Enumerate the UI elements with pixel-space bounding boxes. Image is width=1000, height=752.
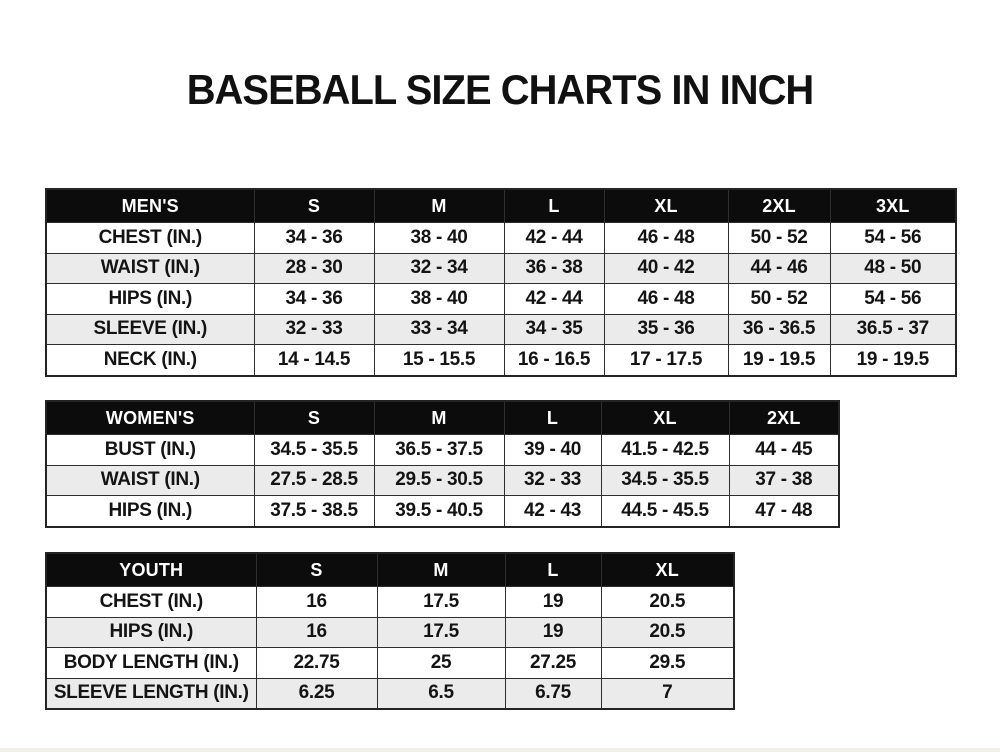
value-cell: 50 - 52	[728, 223, 830, 254]
table-row	[46, 314, 956, 345]
value-cell: 50 - 52	[728, 284, 830, 315]
table-row	[46, 284, 956, 315]
value-cell: 19	[505, 617, 601, 648]
value-cell: 25	[377, 648, 505, 679]
value-cell: 27.5 - 28.5	[254, 465, 374, 496]
measure-label-cell: NECK (IN.)	[46, 345, 254, 376]
value-cell: 44 - 46	[728, 253, 830, 284]
youth-size-header: L	[505, 553, 601, 587]
table-row	[46, 223, 956, 254]
value-cell: 34.5 - 35.5	[254, 435, 374, 466]
value-cell: 17.5	[377, 587, 505, 618]
value-cell: 16 - 16.5	[504, 345, 604, 376]
womens-size-table	[45, 400, 840, 528]
value-cell: 17 - 17.5	[604, 345, 728, 376]
mens-size-header: S	[254, 189, 374, 223]
value-cell: 20.5	[601, 617, 734, 648]
youth-size-header: XL	[601, 553, 734, 587]
value-cell: 28 - 30	[254, 253, 374, 284]
value-cell: 48 - 50	[830, 253, 956, 284]
bottom-edge-strip	[0, 748, 1000, 752]
value-cell: 6.75	[505, 678, 601, 709]
value-cell: 14 - 14.5	[254, 345, 374, 376]
value-cell: 16	[256, 617, 377, 648]
value-cell: 17.5	[377, 617, 505, 648]
table-row	[46, 345, 956, 376]
value-cell: 34 - 35	[504, 314, 604, 345]
value-cell: 36 - 36.5	[728, 314, 830, 345]
measure-label-cell: CHEST (IN.)	[46, 587, 256, 618]
value-cell: 38 - 40	[374, 223, 504, 254]
measure-label-cell: HIPS (IN.)	[46, 496, 254, 527]
mens-size-table	[45, 188, 957, 377]
value-cell: 40 - 42	[604, 253, 728, 284]
measure-label-cell: HIPS (IN.)	[46, 617, 256, 648]
value-cell: 41.5 - 42.5	[601, 435, 729, 466]
value-cell: 47 - 48	[729, 496, 839, 527]
value-cell: 39.5 - 40.5	[374, 496, 504, 527]
value-cell: 29.5 - 30.5	[374, 465, 504, 496]
value-cell: 38 - 40	[374, 284, 504, 315]
table-row	[46, 678, 734, 709]
value-cell: 36.5 - 37	[830, 314, 956, 345]
womens-size-header: XL	[601, 401, 729, 435]
value-cell: 19 - 19.5	[830, 345, 956, 376]
value-cell: 34 - 36	[254, 284, 374, 315]
value-cell: 35 - 36	[604, 314, 728, 345]
table-row	[46, 435, 839, 466]
womens-header-row	[46, 401, 839, 435]
value-cell: 39 - 40	[504, 435, 601, 466]
womens-size-header: S	[254, 401, 374, 435]
measure-label-cell: BUST (IN.)	[46, 435, 254, 466]
value-cell: 19 - 19.5	[728, 345, 830, 376]
measure-label-cell: SLEEVE LENGTH (IN.)	[46, 678, 256, 709]
youth-size-header: S	[256, 553, 377, 587]
mens-group-label: MEN'S	[46, 189, 254, 223]
table-row	[46, 465, 839, 496]
value-cell: 36.5 - 37.5	[374, 435, 504, 466]
womens-size-header: M	[374, 401, 504, 435]
measure-label-cell: SLEEVE (IN.)	[46, 314, 254, 345]
value-cell: 34.5 - 35.5	[601, 465, 729, 496]
table-row	[46, 496, 839, 527]
womens-size-header: L	[504, 401, 601, 435]
value-cell: 54 - 56	[830, 284, 956, 315]
value-cell: 44.5 - 45.5	[601, 496, 729, 527]
mens-size-header: 3XL	[830, 189, 956, 223]
mens-size-header: XL	[604, 189, 728, 223]
table-row	[46, 617, 734, 648]
value-cell: 33 - 34	[374, 314, 504, 345]
youth-group-label: YOUTH	[46, 553, 256, 587]
value-cell: 36 - 38	[504, 253, 604, 284]
value-cell: 32 - 33	[504, 465, 601, 496]
value-cell: 27.25	[505, 648, 601, 679]
table-row	[46, 648, 734, 679]
value-cell: 6.25	[256, 678, 377, 709]
value-cell: 32 - 33	[254, 314, 374, 345]
value-cell: 6.5	[377, 678, 505, 709]
value-cell: 7	[601, 678, 734, 709]
value-cell: 42 - 44	[504, 284, 604, 315]
value-cell: 42 - 43	[504, 496, 601, 527]
value-cell: 46 - 48	[604, 284, 728, 315]
value-cell: 19	[505, 587, 601, 618]
value-cell: 32 - 34	[374, 253, 504, 284]
value-cell: 15 - 15.5	[374, 345, 504, 376]
youth-header-row	[46, 553, 734, 587]
value-cell: 42 - 44	[504, 223, 604, 254]
value-cell: 20.5	[601, 587, 734, 618]
youth-size-header: M	[377, 553, 505, 587]
measure-label-cell: BODY LENGTH (IN.)	[46, 648, 256, 679]
value-cell: 37 - 38	[729, 465, 839, 496]
value-cell: 16	[256, 587, 377, 618]
measure-label-cell: WAIST (IN.)	[46, 253, 254, 284]
value-cell: 29.5	[601, 648, 734, 679]
measure-label-cell: WAIST (IN.)	[46, 465, 254, 496]
value-cell: 44 - 45	[729, 435, 839, 466]
measure-label-cell: CHEST (IN.)	[46, 223, 254, 254]
youth-size-table	[45, 552, 735, 710]
mens-header-row	[46, 189, 956, 223]
mens-size-header: M	[374, 189, 504, 223]
table-row	[46, 253, 956, 284]
womens-group-label: WOMEN'S	[46, 401, 254, 435]
value-cell: 46 - 48	[604, 223, 728, 254]
womens-size-header: 2XL	[729, 401, 839, 435]
page-title: BASEBALL SIZE CHARTS IN INCH	[186, 66, 814, 113]
value-cell: 22.75	[256, 648, 377, 679]
measure-label-cell: HIPS (IN.)	[46, 284, 254, 315]
mens-size-header: 2XL	[728, 189, 830, 223]
value-cell: 54 - 56	[830, 223, 956, 254]
value-cell: 34 - 36	[254, 223, 374, 254]
value-cell: 37.5 - 38.5	[254, 496, 374, 527]
mens-size-header: L	[504, 189, 604, 223]
table-row	[46, 587, 734, 618]
